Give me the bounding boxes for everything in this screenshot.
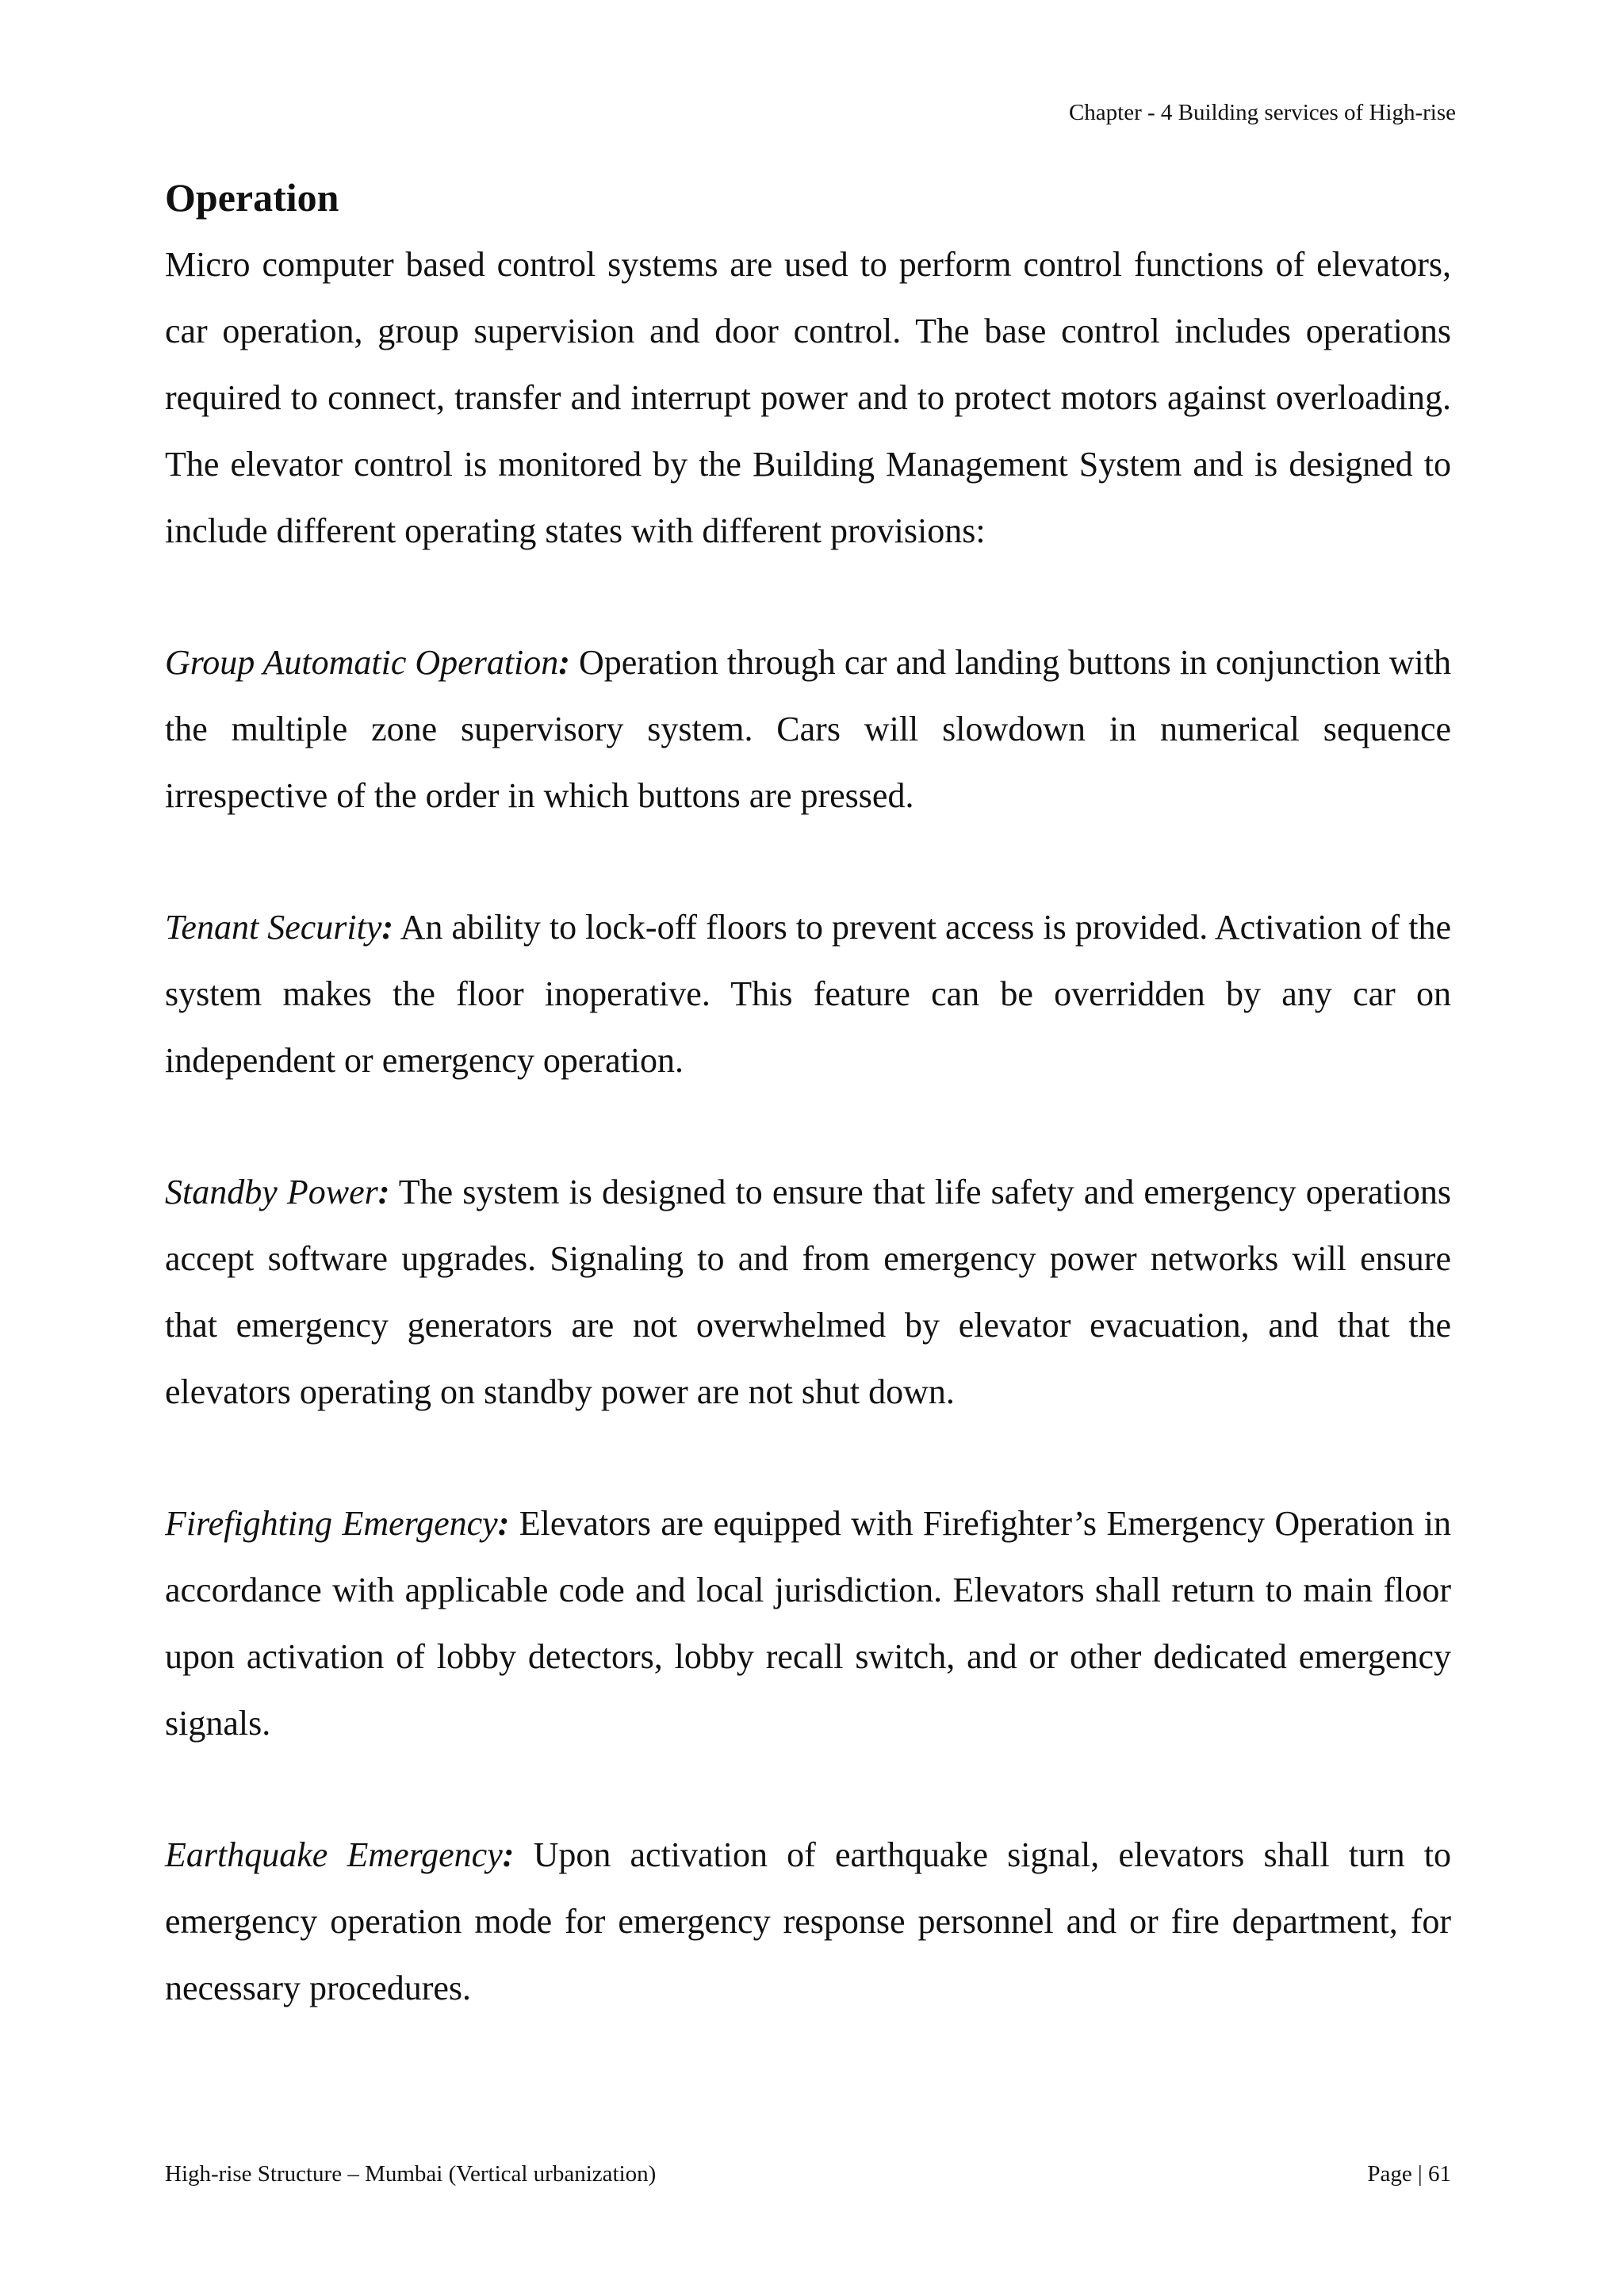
provision-colon: : [377,1173,390,1211]
provision-standby-power [165,1159,1451,1425]
provision-text: The system is designed to ensure that life safety and emergency operations accept software upgrades. Signaling to and from emergency power networks will ensure that emergency generators are not overwhelmed by elevator evacuation, and that the elevators operating on standby power are not shut down. [165,1173,1452,1411]
page-content [165,170,1451,2022]
provision-term: Tenant Security [165,908,382,947]
provision-firefighting-emergency [165,1490,1451,1757]
intro-paragraph: Micro computer based control systems are used to perform control functions of elevators, car operation, group supervision and door control. The base control includes operations required to connect, transfer and interrupt power and to protect motors against overloading. The elevator control is monitored by the Building Management System and is designed to include different operating states with different provisions: [165,245,1451,550]
running-header: Chapter - 4 Building services of High-rise [1068,100,1456,125]
provision-colon: : [502,1835,515,1874]
provision-group-automatic-operation [165,629,1451,829]
provision-text: An ability to lock-off floors to prevent access is provided. Activation of the system makes the floor inoperative. This feature can be overridden by any car on independent or emergency operation. [165,908,1451,1080]
provision-text: Operation through car and landing buttons in conjunction with the multiple zone supervisory system. Cars will slowdown in numerical sequence irrespective of the order in which buttons are pressed. [165,643,1451,815]
provision-colon: : [497,1504,510,1543]
provision-earthquake-emergency [165,1822,1451,2022]
provision-term: Group Automatic Operation [165,643,559,682]
section-heading: Operation [165,175,339,220]
footer-title: High-rise Structure – Mumbai (Vertical urbanization) [165,2161,657,2187]
provision-colon: : [381,908,394,947]
provision-term: Standby Power [165,1173,378,1211]
provision-tenant-security [165,894,1451,1094]
provision-term: Earthquake Emergency [165,1835,503,1874]
page-number: Page | 61 [1367,2161,1451,2187]
provision-text: Upon activation of earthquake signal, elevators shall turn to emergency operation mode for emergency response personnel and or fire department, for necessary procedures. [165,1835,1452,2007]
provision-text: Elevators are equipped with Firefighter’s Emergency Operation in accordance with applicable code and local jurisdiction. Elevators shall return to main floor upon activation of lobby detectors, lobby recall switch, and or other dedicated emergency signals. [165,1504,1452,1743]
provision-term: Firefighting Emergency [165,1504,498,1543]
page-footer [165,2158,1451,2190]
provision-colon: : [558,643,570,682]
